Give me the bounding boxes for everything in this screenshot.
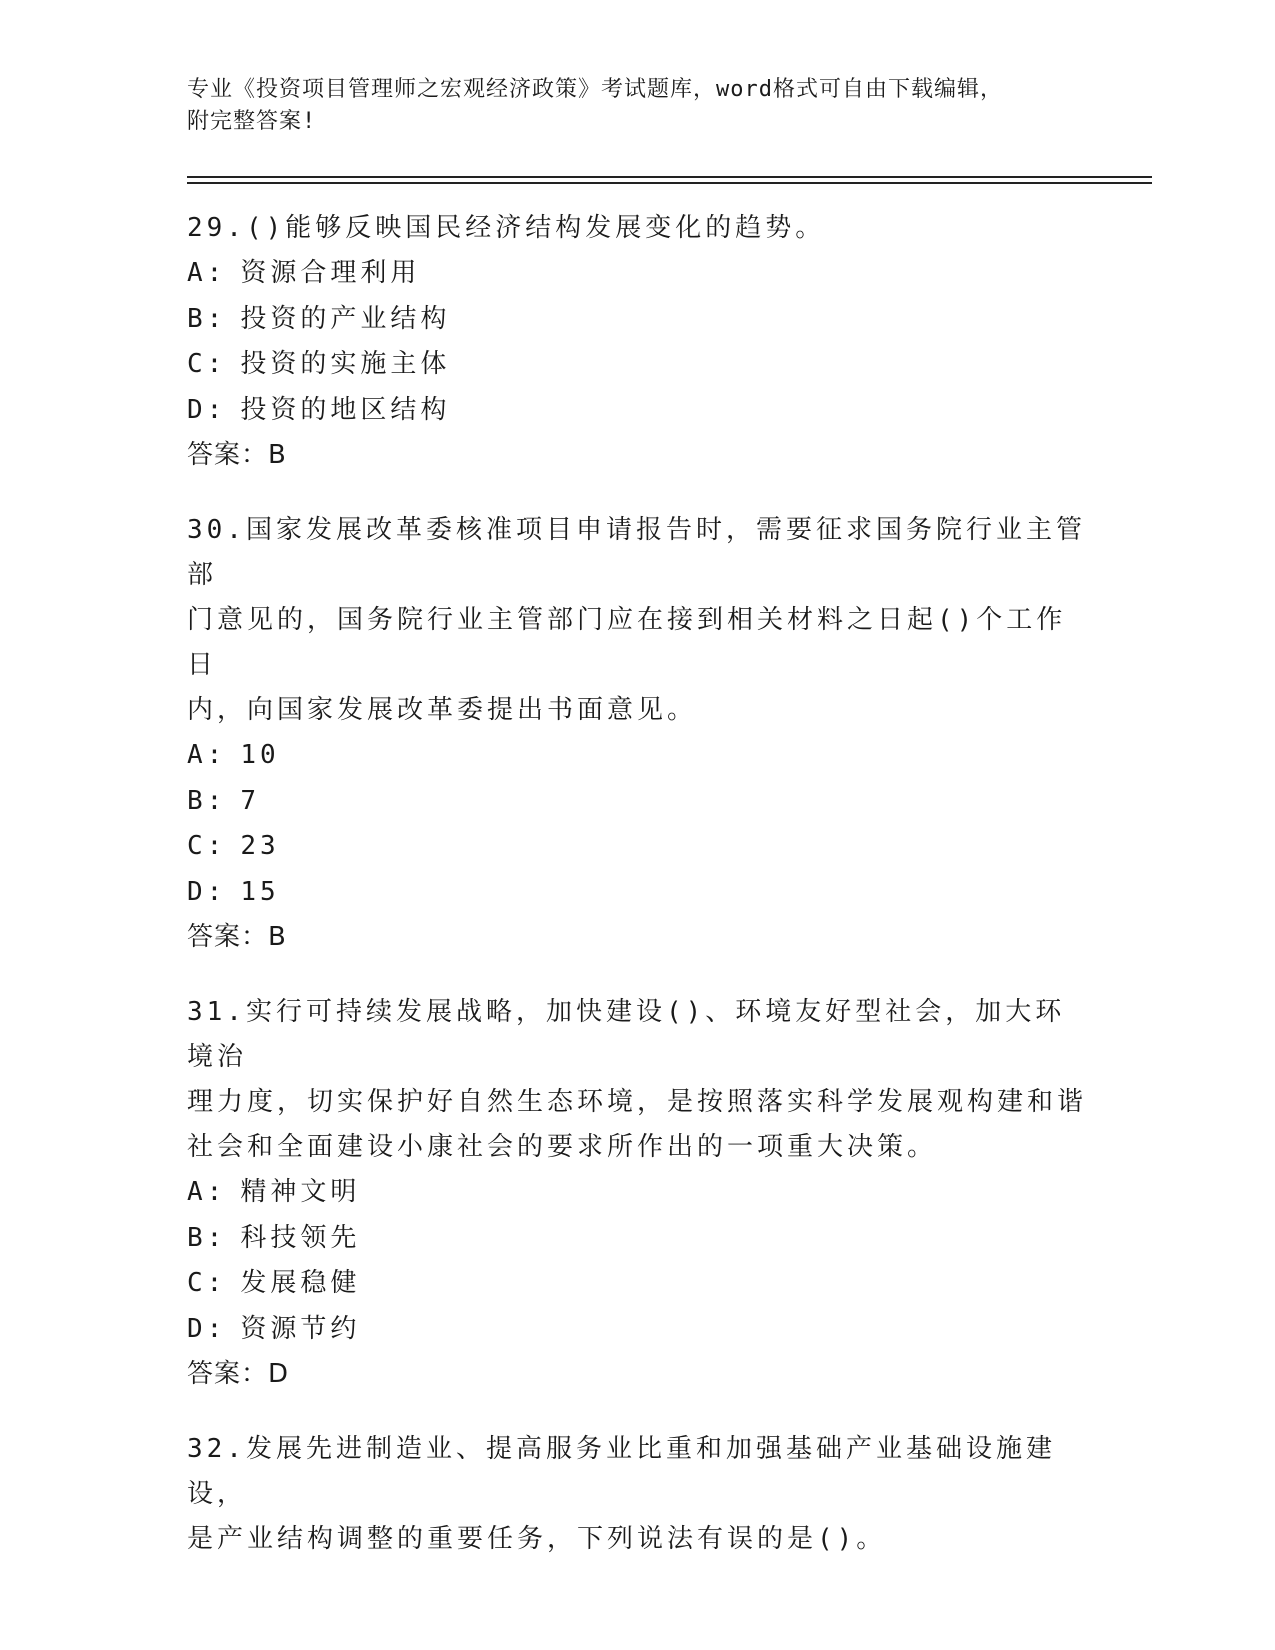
document-header xyxy=(187,74,1087,138)
option-text: 投资的地区结构 xyxy=(240,394,451,425)
header-divider-top xyxy=(187,176,1152,178)
option-key: B : xyxy=(187,786,226,816)
option-text: 15 xyxy=(240,876,280,907)
question-number: 31. xyxy=(187,997,246,1027)
question-text-line xyxy=(187,206,1087,251)
option-key: D : xyxy=(187,395,226,425)
option-text: 精神文明 xyxy=(240,1177,361,1207)
option-a xyxy=(187,251,1087,297)
question-text: 是产业结构调整的重要任务，下列说法有误的是()。 xyxy=(187,1524,887,1554)
option-text: 发展稳健 xyxy=(240,1268,361,1298)
question-text-line xyxy=(187,990,1087,1080)
question-number: 32. xyxy=(187,1434,246,1464)
question-text: 实行可持续发展战略，加快建设()、环境友好型社会，加大环境治 xyxy=(187,997,1066,1072)
option-text: 资源合理利用 xyxy=(240,258,421,288)
question-text-line xyxy=(187,1080,1087,1125)
question-block xyxy=(187,990,1087,1397)
option-key: C : xyxy=(187,349,226,379)
option-text: 10 xyxy=(240,740,280,770)
question-text-line xyxy=(187,598,1087,688)
option-b xyxy=(187,1216,1087,1262)
question-block xyxy=(187,508,1087,960)
option-c xyxy=(187,1261,1087,1307)
question-list xyxy=(187,206,1087,1592)
option-c xyxy=(187,342,1087,388)
option-key: A : xyxy=(187,258,226,288)
option-c xyxy=(187,824,1087,870)
question-number: 29. xyxy=(187,213,246,243)
answer-line: 答案：B xyxy=(187,922,287,952)
option-text: 投资的产业结构 xyxy=(240,303,451,334)
question-text: 国家发展改革委核准项目申请报告时，需要征求国务院行业主管部 xyxy=(187,515,1086,590)
question-text: 内，向国家发展改革委提出书面意见。 xyxy=(187,695,698,725)
question-text-line xyxy=(187,1517,1087,1562)
option-text: 投资的实施主体 xyxy=(240,349,451,379)
question-block xyxy=(187,206,1087,478)
option-text: 23 xyxy=(240,831,280,861)
option-key: B : xyxy=(187,304,226,334)
question-text: ()能够反映国民经济结构发展变化的趋势。 xyxy=(245,213,826,243)
question-text-line xyxy=(187,508,1087,598)
option-d xyxy=(187,870,1087,916)
option-key: A : xyxy=(187,1177,226,1207)
question-text-line xyxy=(187,1125,1087,1170)
option-key: D : xyxy=(187,1314,226,1344)
option-text: 7 xyxy=(240,785,260,816)
header-line-1: 专业《投资项目管理师之宏观经济政策》考试题库，word格式可自由下载编辑， xyxy=(187,77,1003,102)
option-d xyxy=(187,388,1087,434)
option-text: 资源节约 xyxy=(240,1313,361,1344)
answer-line: 答案：D xyxy=(187,1359,290,1389)
option-b xyxy=(187,297,1087,343)
option-b xyxy=(187,779,1087,825)
option-text: 科技领先 xyxy=(240,1222,361,1253)
question-number: 30. xyxy=(187,515,246,545)
option-a xyxy=(187,1170,1087,1216)
question-block xyxy=(187,1427,1087,1562)
header-line-2: 附完整答案! xyxy=(187,109,317,134)
option-a xyxy=(187,733,1087,779)
question-text: 社会和全面建设小康社会的要求所作出的一项重大决策。 xyxy=(187,1132,938,1162)
question-text: 发展先进制造业、提高服务业比重和加强基础产业基础设施建设， xyxy=(187,1434,1056,1509)
option-key: C : xyxy=(187,1268,226,1298)
option-key: B : xyxy=(187,1223,226,1253)
question-text: 门意见的，国务院行业主管部门应在接到相关材料之日起()个工作日 xyxy=(187,605,1067,680)
question-text: 理力度，切实保护好自然生态环境，是按照落实科学发展观构建和谐 xyxy=(187,1087,1088,1117)
question-text-line xyxy=(187,688,1087,733)
answer-line: 答案：B xyxy=(187,440,287,470)
option-d xyxy=(187,1307,1087,1353)
option-key: C : xyxy=(187,831,226,861)
question-text-line xyxy=(187,1427,1087,1517)
option-key: D : xyxy=(187,877,226,907)
option-key: A : xyxy=(187,740,226,770)
header-divider-bottom xyxy=(187,182,1152,184)
